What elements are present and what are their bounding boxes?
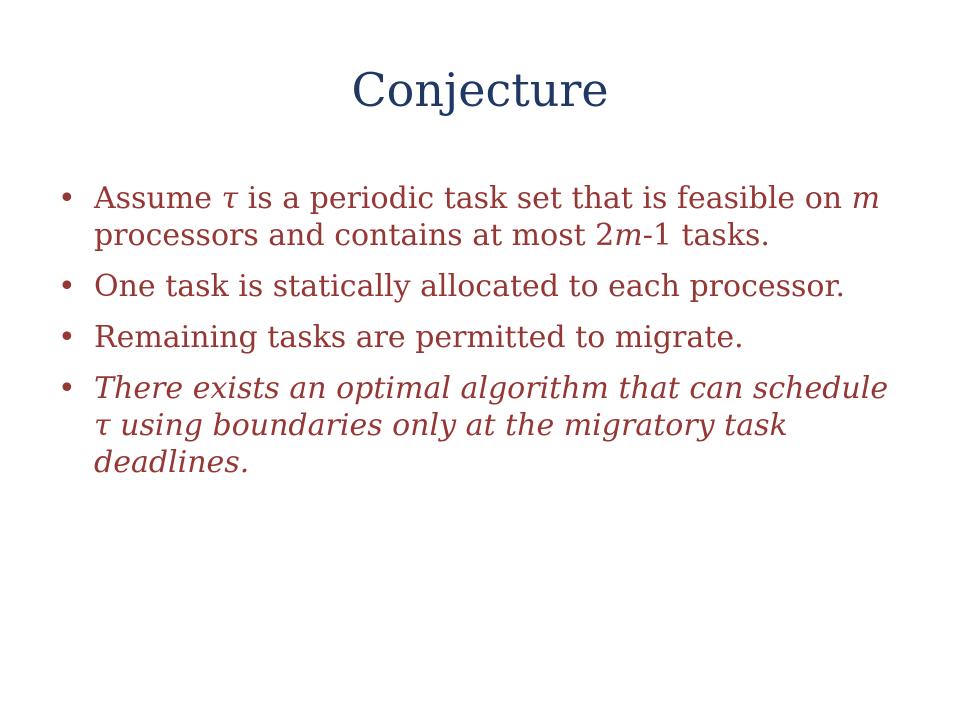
bullet-text-2: One task is statically allocated to each processor. xyxy=(94,269,846,304)
bullet-item-1 xyxy=(58,180,908,254)
bullet-1-segment-6: m xyxy=(614,218,643,253)
bullet-text-3: Remaining tasks are permitted to migrate. xyxy=(94,320,744,355)
bullet-text-1 xyxy=(94,181,880,253)
bullet-1-segment-5: processors and contains at most 2 xyxy=(94,218,615,253)
slide-title: Conjecture xyxy=(351,63,609,117)
bullet-item-4 xyxy=(58,370,908,481)
bullet-dot-icon: • xyxy=(58,181,76,216)
bullet-1-segment-7: -1 tasks. xyxy=(642,218,770,253)
bullet-1-segment-1: Assume xyxy=(94,181,222,216)
bullet-text-4: There exists an optimal algorithm that can schedule τ using boundaries only at the migratory task deadlines. xyxy=(94,371,889,480)
bullet-list xyxy=(58,180,908,495)
bullet-1-segment-2: τ xyxy=(221,181,239,216)
bullet-dot-icon: • xyxy=(58,269,76,304)
bullet-1-segment-3: is a periodic task set that is feasible on xyxy=(238,181,852,216)
bullet-dot-icon: • xyxy=(58,371,76,406)
bullet-item-2 xyxy=(58,268,908,305)
bullet-dot-icon: • xyxy=(58,320,76,355)
bullet-item-3 xyxy=(58,319,908,356)
bullet-1-segment-4: m xyxy=(851,181,881,216)
